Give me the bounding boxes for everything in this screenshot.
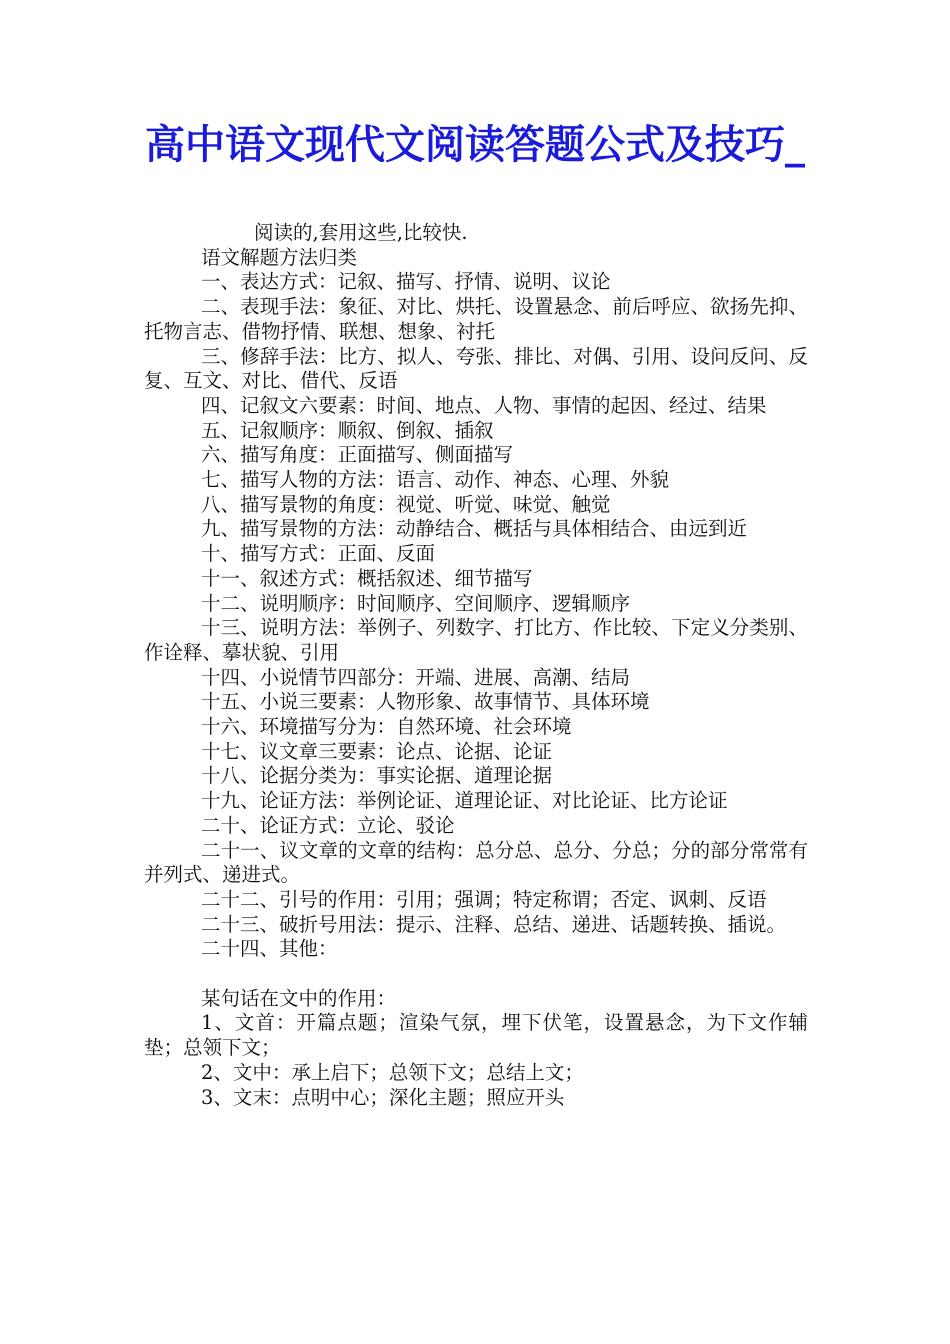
paragraph-20: 二十、论证方式：立论、驳论 [201, 813, 455, 837]
intro-paragraph: 阅读的,套用这些,比较快. [254, 221, 468, 244]
paragraph-9: 九、描写景物的方法：动静结合、概括与具体相结合、由远到近 [201, 517, 748, 541]
paragraph-16: 十六、环境描写分为：自然环境、社会环境 [201, 715, 572, 739]
paragraph-21: 二十一、议文章的文章的结构：总分总、总分、分总；分的部分常常有并列式、递进式。 [144, 838, 808, 887]
blank-line [144, 962, 808, 987]
paragraph-8: 八、描写景物的角度：视觉、听觉、味觉、触觉 [201, 492, 611, 516]
section2-heading: 某句话在文中的作用： [201, 986, 397, 1010]
document-title: 高中语文现代文阅读答题公式及技巧_ [145, 121, 805, 168]
paragraph-5: 五、记叙顺序：顺叙、倒叙、插叙 [201, 418, 494, 442]
paragraph-12: 十二、说明顺序：时间顺序、空间顺序、逻辑顺序 [201, 591, 631, 615]
paragraph-15: 十五、小说三要素：人物形象、故事情节、具体环境 [201, 690, 650, 714]
paragraph-18: 十八、论据分类为：事实论据、道理论据 [201, 764, 553, 788]
section2-item-3: 3、文末：点明中心；深化主题；照应开头 [201, 1085, 565, 1109]
paragraph-17: 十七、议文章三要素：论点、论据、论证 [201, 739, 553, 763]
paragraph-13: 十三、说明方法：举例子、列数字、打比方、作比较、下定义分类别、作诠释、摹状貌、引用 [144, 616, 808, 664]
document-body [144, 221, 808, 1110]
paragraph-6: 六、描写角度：正面描写、侧面描写 [201, 443, 514, 467]
paragraph-0: 语文解题方法归类 [201, 245, 358, 269]
paragraph-3: 三、修辞手法：比方、拟人、夸张、排比、对偶、引用、设问反问、反复、互文、对比、借代、反语 [144, 344, 808, 393]
paragraph-22: 二十二、引号的作用：引用；强调；特定称谓；否定、讽刺、反语 [201, 887, 767, 911]
paragraph-23: 二十三、破折号用法：提示、注释、总结、递进、话题转换、插说。 [201, 912, 787, 936]
paragraph-1: 一、表达方式：记叙、描写、抒情、说明、议论 [201, 270, 611, 294]
section2-item-2: 2、文中：承上启下；总领下文；总结上文； [201, 1060, 584, 1084]
paragraph-19: 十九、论证方法：举例论证、道理论证、对比论证、比方论证 [201, 789, 728, 813]
paragraph-4: 四、记叙文六要素：时间、地点、人物、事情的起因、经过、结果 [201, 393, 767, 417]
paragraph-2: 二、表现手法：象征、对比、烘托、设置悬念、前后呼应、欲扬先抑、托物言志、借物抒情、联想、想象、衬托 [144, 295, 808, 343]
section2-item-1: 1、文首：开篇点题；渲染气氛，埋下伏笔，设置悬念，为下文作辅垫；总领下文； [144, 1011, 808, 1060]
paragraph-14: 十四、小说情节四部分：开端、进展、高潮、结局 [201, 665, 631, 689]
paragraph-11: 十一、叙述方式：概括叙述、细节描写 [201, 566, 533, 590]
paragraph-10: 十、描写方式：正面、反面 [201, 542, 436, 566]
paragraph-7: 七、描写人物的方法：语言、动作、神态、心理、外貌 [201, 468, 670, 492]
paragraph-24: 二十四、其他： [201, 937, 338, 961]
